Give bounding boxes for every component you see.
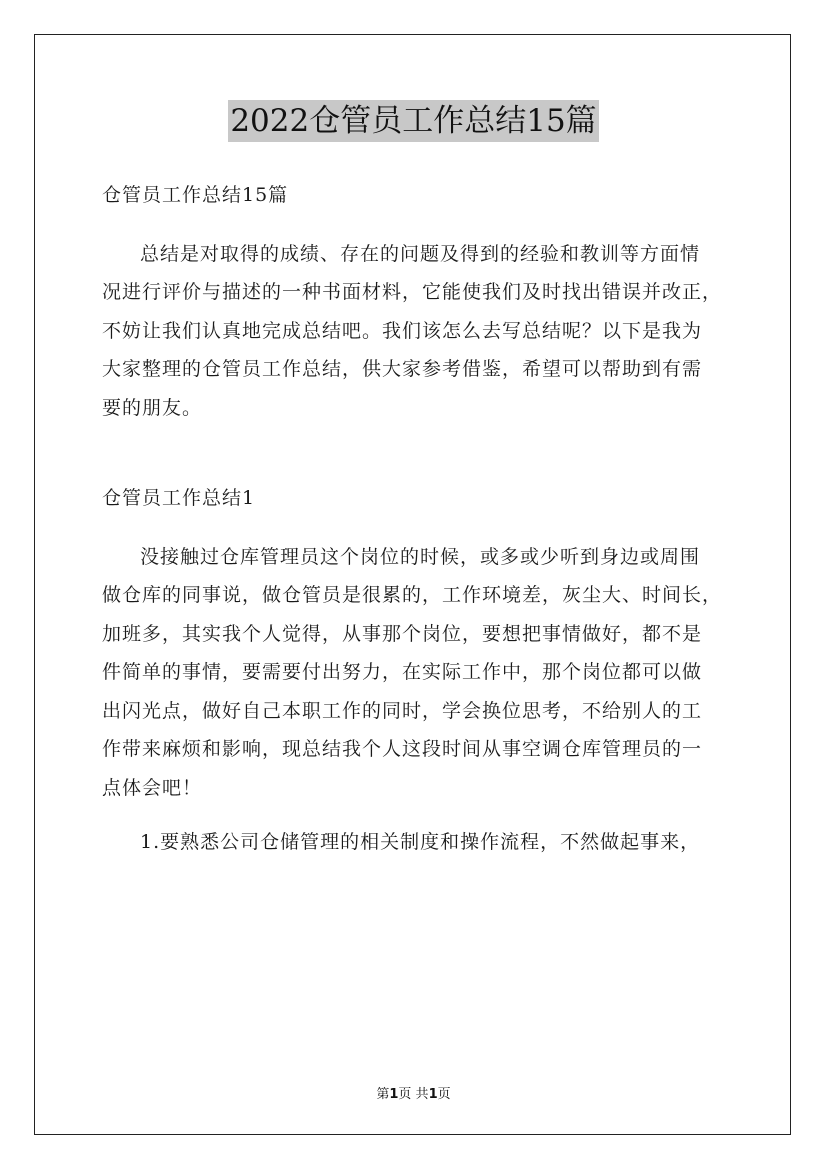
section1-line: 点体会吧！: [102, 776, 203, 799]
section1-line: 出闪光点，做好自己本职工作的同时，学会换位思考，不给别人的工: [102, 699, 703, 722]
page-footer: [0, 1083, 827, 1102]
intro-line: 总结是对取得的成绩、存在的问题及得到的经验和教训等方面情: [140, 242, 701, 265]
footer-prefix: 第: [376, 1087, 390, 1102]
intro-line: 况进行评价与描述的一种书面材料，它能使我们及时找出错误并改正，: [102, 281, 723, 303]
footer-current-page: 1: [389, 1087, 399, 1102]
section1-line: 做仓库的同事说，做仓管员是很累的，工作环境差，灰尘大、时间长，: [102, 584, 723, 606]
document-title: 2022仓管员工作总结15篇: [228, 100, 598, 142]
intro-line: 不妨让我们认真地完成总结吧。我们该怎么去写总结呢？以下是我为: [102, 319, 703, 342]
section-heading: 仓管员工作总结1: [102, 487, 256, 509]
intro-paragraph: [102, 235, 734, 428]
section1-line: 件简单的事情，要需要付出努力，在实际工作中，那个岗位都可以做: [102, 661, 703, 683]
title-container: [0, 100, 827, 142]
intro-line: 大家整理的仓管员工作总结，供大家参考借鉴，希望可以帮助到有需: [102, 358, 703, 380]
subtitle: 仓管员工作总结15篇: [102, 184, 289, 206]
section1-line: 加班多，其实我个人觉得，从事那个岗位，要想把事情做好，都不是: [102, 622, 703, 645]
intro-line: 要的朋友。: [102, 396, 203, 419]
section1-line: 作带来麻烦和影响，现总结我个人这段时间从事空调仓库管理员的一: [102, 738, 703, 760]
section1-line: 没接触过仓库管理员这个岗位的时候，或多或少听到身边或周围: [140, 545, 701, 568]
section1-paragraph: [102, 538, 734, 808]
footer-suffix: 页: [437, 1087, 451, 1102]
footer-total-pages: 1: [428, 1087, 438, 1102]
point-1: 1.要熟悉公司仓储管理的相关制度和操作流程，不然做起事来，: [140, 831, 701, 853]
footer-mid: 页 共: [398, 1087, 429, 1102]
document-body: [102, 176, 734, 862]
